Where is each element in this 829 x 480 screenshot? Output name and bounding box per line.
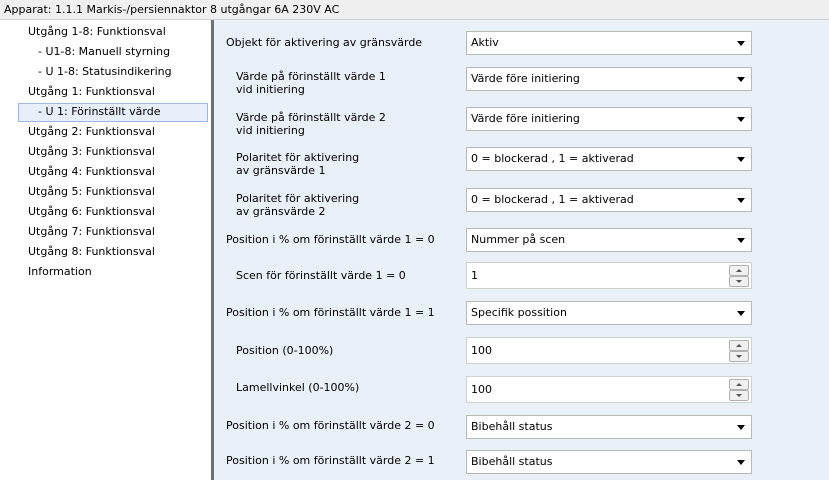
tree-item-label: Information [28,265,92,278]
scene-preset1-0-spinbox[interactable] [466,262,752,289]
chevron-down-icon [737,311,745,316]
preset1-init-select[interactable] [466,67,752,91]
select-value: Värde före initiering [471,112,580,125]
param-label: av gränsvärde 2 [236,205,326,218]
tree-item-output-3-function[interactable] [0,142,212,162]
select-value: Aktiv [471,36,499,49]
limit-activation-object-select[interactable] [466,31,752,55]
spin-down-icon[interactable] [729,276,749,287]
chevron-down-icon [737,157,745,162]
tree-item-manual-control[interactable] [0,42,212,62]
tree-item-output-6-function[interactable] [0,202,212,222]
tree-item-output-7-function[interactable] [0,222,212,242]
tree-item-output-4-function[interactable] [0,162,212,182]
param-label: Position i % om förinställt värde 1 = 1 [226,306,435,319]
chevron-down-icon [737,198,745,203]
select-value: 0 = blockerad , 1 = aktiverad [471,152,634,165]
spin-up-icon[interactable] [729,379,749,390]
chevron-down-icon [737,77,745,82]
tree-item-output-1-preset[interactable] [0,102,212,122]
chevron-down-icon [737,41,745,46]
param-label: Position i % om förinställt värde 2 = 0 [226,419,435,432]
tree-item-information[interactable] [0,262,212,282]
spin-buttons [729,340,749,362]
spin-down-icon[interactable] [729,390,749,401]
spin-value: 1 [471,269,478,282]
tree-item-label: Utgång 8: Funktionsval [28,245,155,258]
tree-item-label: - U1-8: Manuell styrning [38,45,171,58]
param-label: Värde på förinställt värde 1 [236,70,386,83]
select-value: 0 = blockerad , 1 = aktiverad [471,193,634,206]
tree-item-label: Utgång 1: Funktionsval [28,85,155,98]
position-preset2-1-select[interactable] [466,450,752,474]
tree-item-label: - U 1: Förinställt värde [38,105,161,118]
tree-item-output-2-function[interactable] [0,122,212,142]
polarity-limit1-select[interactable] [466,147,752,171]
param-label: av gränsvärde 1 [236,164,326,177]
select-value: Nummer på scen [471,233,566,246]
param-label: Objekt för aktivering av gränsvärde [226,36,423,49]
slat-angle-spinbox[interactable] [466,376,752,403]
tree-item-output-5-function[interactable] [0,182,212,202]
chevron-down-icon [737,460,745,465]
param-label: vid initiering [236,83,305,96]
tree-item-label: Utgång 6: Funktionsval [28,205,155,218]
select-value: Bibehåll status [471,455,553,468]
chevron-down-icon [737,425,745,430]
spin-up-icon[interactable] [729,265,749,276]
tree-item-label: Utgång 3: Funktionsval [28,145,155,158]
tree-item-label: Utgång 7: Funktionsval [28,225,155,238]
spin-down-icon[interactable] [729,351,749,362]
preset2-init-select[interactable] [466,107,752,131]
tree-item-label: Utgång 2: Funktionsval [28,125,155,138]
tree-item-output-1-function[interactable] [0,82,212,102]
chevron-down-icon [737,238,745,243]
polarity-limit2-select[interactable] [466,188,752,212]
spin-up-icon[interactable] [729,340,749,351]
param-label: Position i % om förinställt värde 2 = 1 [226,454,435,467]
tree-item-outputs-1-8-function[interactable] [0,22,212,42]
param-label: Polaritet för aktivering [236,151,360,164]
param-label: Lamellvinkel (0-100%) [236,381,360,394]
spin-buttons [729,265,749,287]
tree-item-status-indication[interactable] [0,62,212,82]
tree-item-label: - U 1-8: Statusindikering [38,65,172,78]
spin-buttons [729,379,749,401]
select-value: Bibehåll status [471,420,553,433]
position-preset1-1-select[interactable] [466,301,752,325]
param-label: vid initiering [236,124,305,137]
window-title: Apparat: 1.1.1 Markis-/persiennaktor 8 utgångar 6A 230V AC [0,0,829,20]
tree-item-label: Utgång 5: Funktionsval [28,185,155,198]
spin-value: 100 [471,344,492,357]
param-label: Polaritet för aktivering [236,192,360,205]
position-preset2-0-select[interactable] [466,415,752,439]
param-label: Position (0-100%) [236,344,334,357]
position-percent-spinbox[interactable] [466,337,752,364]
select-value: Värde före initiering [471,72,580,85]
select-value: Specifik possition [471,306,567,319]
parameter-panel [214,20,829,480]
param-label: Position i % om förinställt värde 1 = 0 [226,233,435,246]
param-label: Värde på förinställt värde 2 [236,111,386,124]
parameter-tree [0,20,212,480]
spin-value: 100 [471,383,492,396]
tree-item-output-8-function[interactable] [0,242,212,262]
tree-item-label: Utgång 1-8: Funktionsval [28,25,166,38]
param-label: Scen för förinställt värde 1 = 0 [236,269,406,282]
tree-item-label: Utgång 4: Funktionsval [28,165,155,178]
chevron-down-icon [737,117,745,122]
position-preset1-0-select[interactable] [466,228,752,252]
